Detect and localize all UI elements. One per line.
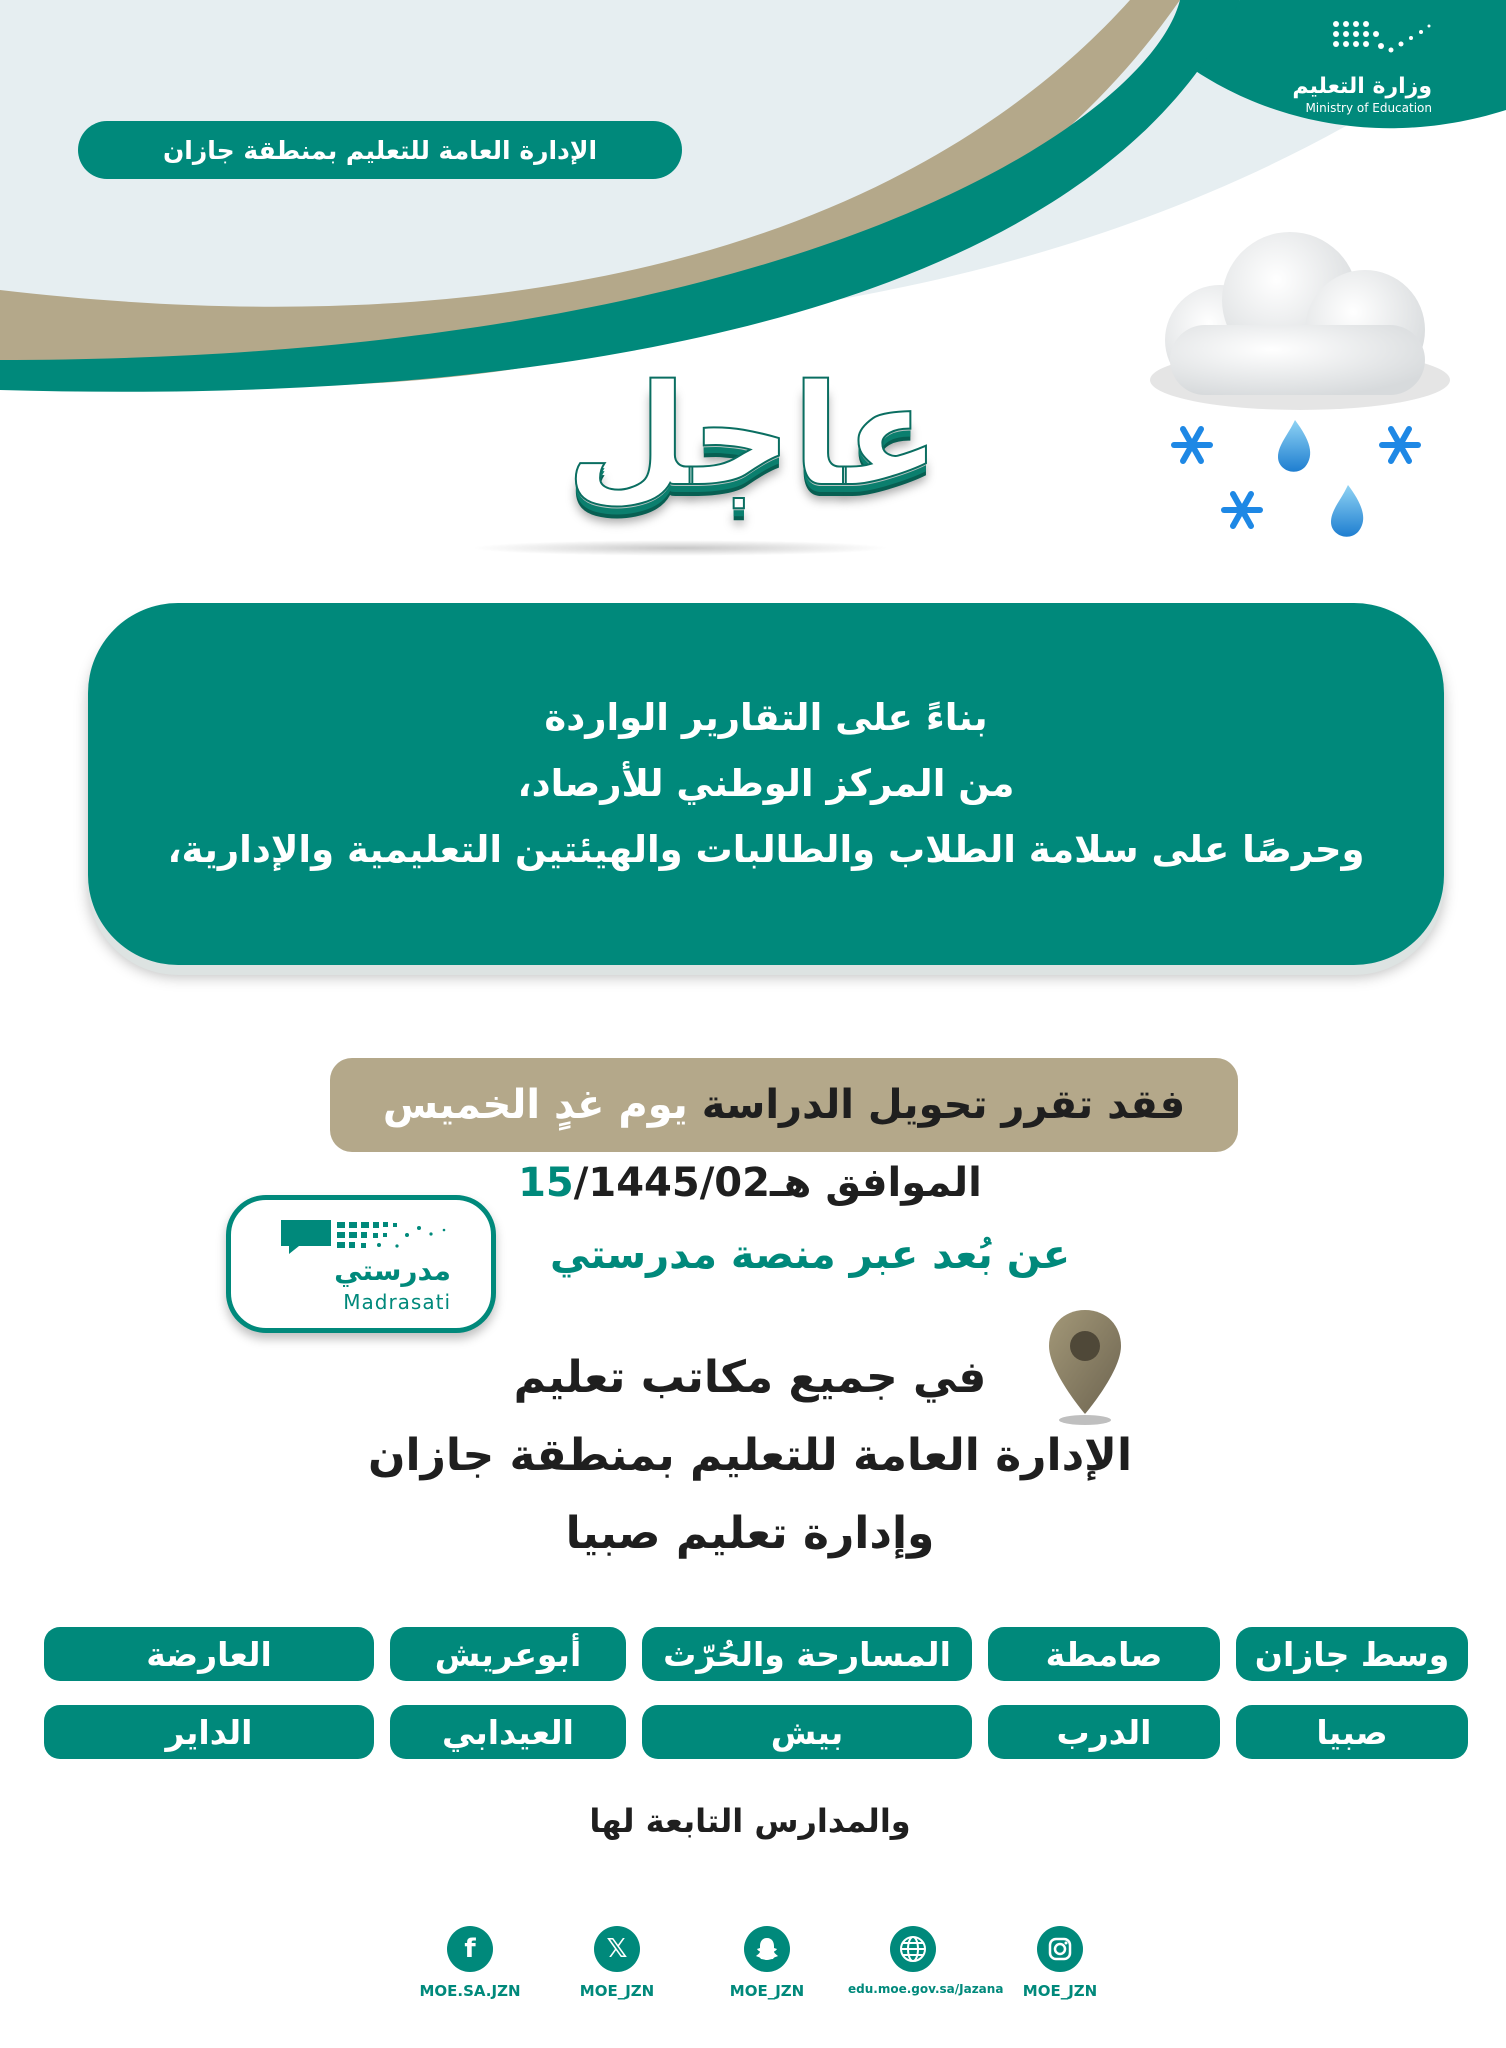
- decision-prefix: فقد تقرر تحويل الدراسة: [701, 1082, 1186, 1128]
- title-shadow: [470, 540, 890, 556]
- office-label: وسط جازان: [1236, 1627, 1468, 1681]
- date-day: 15: [518, 1160, 574, 1206]
- logo-english: Ministry of Education: [1305, 101, 1432, 115]
- intro-line-1: بناءً على التقارير الواردة: [544, 696, 988, 739]
- decision-highlight: يوم غدٍ الخميس: [382, 1082, 688, 1128]
- social-label: MOE_JZN: [579, 1982, 655, 2000]
- date-prefix: الموافق: [825, 1160, 982, 1206]
- office-label: أبوعريش: [390, 1627, 626, 1681]
- ministry-logo-dots-icon: [1326, 14, 1436, 64]
- date-line: [400, 1160, 1100, 1206]
- social-instagram[interactable]: [995, 1926, 1125, 2000]
- remote-study-text: عن بُعد عبر منصة مدرستي: [549, 1232, 1071, 1278]
- location-line-3: وإدارة تعليم صبيا: [565, 1508, 935, 1559]
- logo-arabic: وزارة التعليم: [1292, 74, 1432, 99]
- office-label: صامطة: [988, 1627, 1220, 1681]
- social-x[interactable]: [552, 1926, 682, 2000]
- schools-text: والمدارس التابعة لها: [589, 1802, 911, 1840]
- department-label: الإدارة العامة للتعليم بمنطقة جازان: [78, 121, 682, 179]
- office-label: الدرب: [988, 1705, 1220, 1759]
- location-line-2: الإدارة العامة للتعليم بمنطقة جازان: [367, 1430, 1133, 1481]
- madrasati-logo: [226, 1195, 496, 1333]
- social-label: MOE.SA.JZN: [419, 1982, 521, 2000]
- social-label: MOE_JZN: [729, 1982, 805, 2000]
- social-label: MOE_JZN: [1022, 1982, 1098, 2000]
- location-line-1: في جميع مكاتب تعليم: [513, 1352, 987, 1403]
- urgent-title: عاجل: [565, 355, 941, 518]
- office-label: العارضة: [44, 1627, 374, 1681]
- office-label: صبيا: [1236, 1705, 1468, 1759]
- globe-icon: [890, 1926, 936, 1972]
- office-label: المسارحة والحُرّث: [642, 1627, 972, 1681]
- social-website[interactable]: [848, 1926, 1004, 1996]
- x-icon: 𝕏: [594, 1926, 640, 1972]
- madrasati-arabic: مدرستي: [334, 1254, 451, 1287]
- social-snapchat[interactable]: [702, 1926, 832, 2000]
- facebook-icon: f: [447, 1926, 493, 1972]
- date-rest: /1445/02هـ: [573, 1160, 812, 1206]
- intro-line-2: من المركز الوطني للأرصاد،: [517, 762, 1015, 805]
- decision-banner: [330, 1058, 1238, 1152]
- instagram-icon: [1037, 1926, 1083, 1972]
- snapchat-icon: [744, 1926, 790, 1972]
- office-label: العيدابي: [390, 1705, 626, 1759]
- madrasati-book-icon: [279, 1216, 459, 1256]
- intro-card: [88, 603, 1444, 965]
- ministry-logo: [1292, 74, 1432, 115]
- social-label: edu.moe.gov.sa/Jazana: [848, 1982, 1004, 1996]
- office-label: الداير: [44, 1705, 374, 1759]
- madrasati-english: Madrasati: [343, 1290, 451, 1314]
- social-facebook[interactable]: [405, 1926, 535, 2000]
- office-label: بيش: [642, 1705, 972, 1759]
- intro-line-3: وحرصًا على سلامة الطلاب والطالبات والهيئتين التعليمية والإدارية،: [167, 828, 1365, 871]
